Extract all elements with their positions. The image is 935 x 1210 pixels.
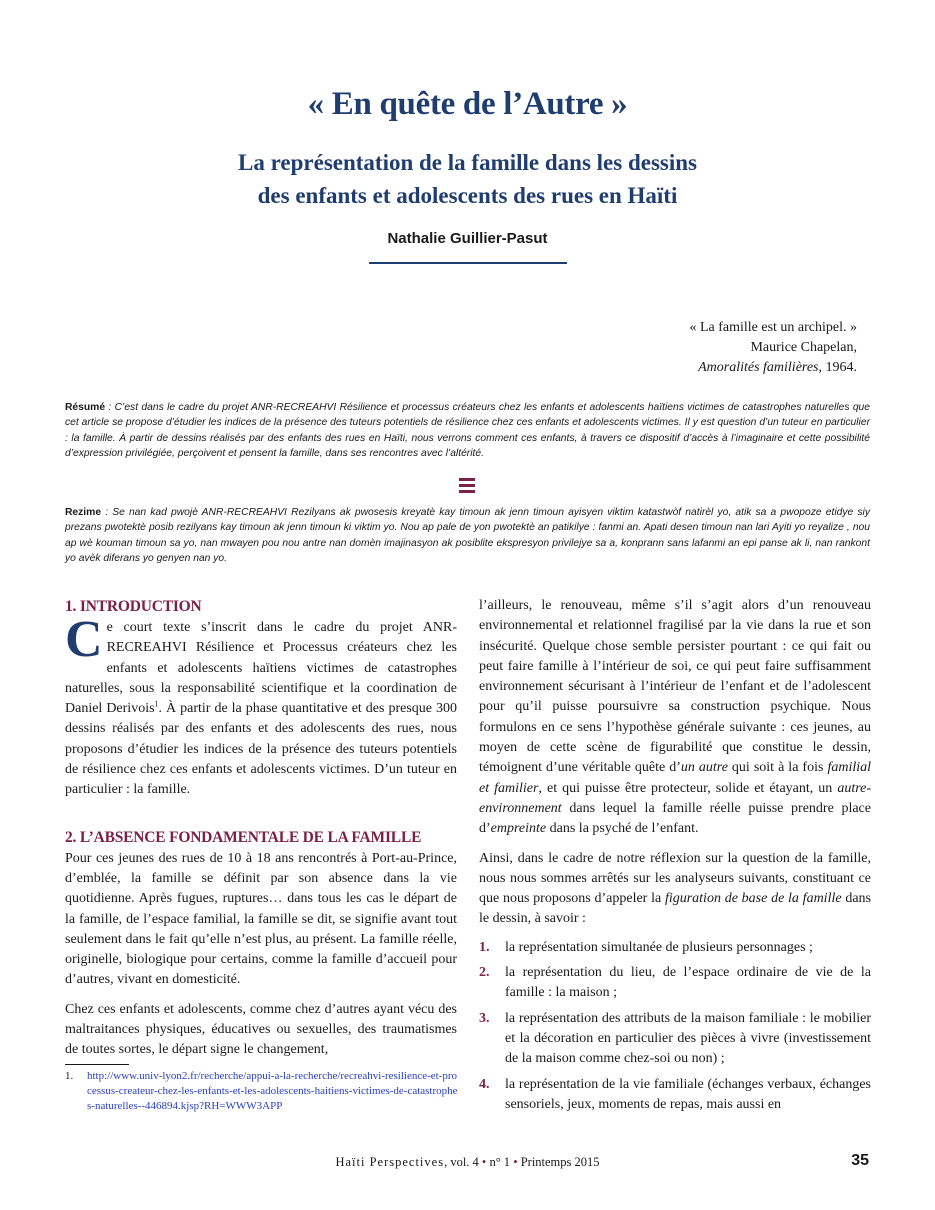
epigraph (689, 318, 857, 378)
right-p1-italic-1: un autre (680, 760, 728, 776)
subtitle-line-2: des enfants et adolescents des rues en Haïti (257, 183, 678, 208)
epigraph-author: Maurice Chapelan, (750, 340, 857, 355)
list-item-text: la représentation du lieu, de l’espace ordinaire de vie de la famille : la maison ; (505, 965, 871, 1001)
section-2-heading: 2. L’ABSENCE FONDAMENTALE DE LA FAMILLE (65, 828, 422, 846)
footnote-link[interactable]: http://www.univ-lyon2.fr/recherche/appui-a-la-recherche/recreahvi-resilience-et-processus-createur-chez-les-enfants-et-les-adolescents-haitiens-victimes-de-catastrophes-naturelles--446894.kjsp?RH=WWW3APP (87, 1070, 458, 1112)
right-p2-a: Ainsi, dans le cadre de notre réflexion sur la question de la famille, nous nous sommes arrêtés sur les analyseurs suivants, constituant ce que nous proposons d’appeler la (479, 850, 871, 907)
list-item-number: 1. (479, 939, 490, 955)
right-p1-e: dans la psyché de l’enfant. (546, 821, 699, 837)
section-1-paragraph (65, 611, 458, 801)
section-1-text-a: e court texte s’inscrit dans le cadre du projet ANR-RECREAHVI Résilience et Processus créateurs chez les enfants et adolescents haïtiens victimes de catastrophes naturelles, sous la responsabilité scientifique et la coordination de Daniel Derivois (65, 620, 457, 717)
abstract-creole (65, 505, 870, 567)
abstract-creole-label: Rezime (65, 507, 102, 518)
section-separator-icon (459, 478, 475, 493)
epigraph-source (689, 358, 857, 378)
right-paragraph-1 (479, 596, 871, 840)
right-p1-b: qui soit à la fois (727, 760, 828, 776)
footnote-ref[interactable]: 1 (154, 699, 159, 709)
right-p2-italic: figuration de base de la famille (664, 891, 842, 907)
right-p1-italic-4: empreinte (490, 821, 547, 837)
section-2-paragraph-1: Pour ces jeunes des rues de 10 à 18 ans rencontrés à Port-au-Prince, d’emblée, la famille se définit par son absence dans la vie quotidienne. Après fugues, ruptures… dans tous les cas le départ de la famille, de l’espace familial, la famille se dit, se signifie avant tout seulement dans le fait qu’elle n’est plus, au présent. La famille réelle, originelle, biologique pour certains, comme la famille d’accueil pour d’autres, vivant en domesticité. (65, 850, 457, 988)
list-item-number: 3. (479, 1010, 490, 1026)
list-item-text: la représentation simultanée de plusieurs personnages ; (505, 939, 813, 955)
right-p1-c: , et qui puisse être protecteur, solide et étayant, un (538, 780, 838, 796)
epigraph-work: Amoralités familières (698, 360, 819, 375)
footer-bullet: • (481, 1155, 487, 1169)
left-column (65, 596, 457, 1061)
author-divider (369, 262, 567, 264)
journal-name: Haïti Perspectives (335, 1155, 445, 1169)
section-2-paragraph-2: Chez ces enfants et adolescents, comme chez d’autres ayant vécu des maltraitances physiques, éducatives ou sexuelles, des traumatismes de toutes sortes, le départ signe le changement, (65, 1001, 457, 1058)
epigraph-quote: « La famille est un archipel. » (689, 320, 857, 335)
journal-issue: n° 1 (486, 1155, 514, 1169)
right-column (479, 596, 871, 1120)
page-footer (0, 1155, 935, 1170)
list-item (479, 963, 871, 1004)
article-subtitle (0, 146, 935, 212)
abstract-french-label: Résumé (65, 402, 106, 413)
list-item (479, 938, 871, 958)
list-item-text: la représentation de la vie familiale (échanges verbaux, échanges sensoriels, jeux, moments de repas, mais aussi en (505, 1076, 871, 1112)
right-p2-b: dans le dessin, à savoir : (479, 891, 871, 927)
right-p1-italic-3: autre-environnement (479, 780, 872, 816)
right-p1-italic-2: familial et familier (479, 760, 871, 796)
author-name: Nathalie Guillier-Pasut (387, 230, 548, 247)
footer-bullet: • (513, 1155, 518, 1169)
right-p1-a: l’ailleurs, le renouveau, même s’il s’agit alors d’un renouveau environnemental et relationnel fragilisé par la vie dans la rue et son insécurité. Quelque chose semble persister pourtant : ce qui fait ou peut faire famille à l’intérieur de soi, ce qui peut faire suffisamment environnement sécurisant à l’intérieur de l’enfant et de l’adolescent pour qu’il puisse poursuivre sa construction psychique. Nous formulons en ce sens l’hypothèse générale suivante : ces jeunes, au moyen de cette scène de figurabilité que constitue le dessin, témoignent d’une véritable quête d’ (479, 598, 871, 776)
drop-cap: C (65, 611, 103, 668)
journal-season: Printemps 2015 (517, 1155, 600, 1169)
right-p1-d: dans lequel la famille réelle puisse prendre place d’ (479, 800, 871, 837)
abstract-french (65, 400, 870, 462)
list-item-number: 4. (479, 1076, 490, 1092)
section-1-text-b: . À partir de la phase quantitative et des presque 300 dessins réalisés par des enfants et des adolescents des rues, nous proposons d’étudier les indices de la présence des tuteurs potentiels de résilience chez ces enfants et adolescents victimes. D’un tuteur en particulier : la famille. (65, 701, 458, 798)
journal-volume: , vol. 4 (444, 1155, 482, 1169)
footnote (65, 1069, 460, 1114)
epigraph-year: , 1964. (818, 360, 857, 375)
subtitle-line-1: La représentation de la famille dans les dessins (238, 150, 697, 175)
list-item (479, 1075, 871, 1116)
article-title: « En quête de l’Autre » (307, 86, 628, 122)
footnote-number: 1. (65, 1070, 74, 1082)
analyser-list (479, 938, 871, 1115)
abstract-french-text: : C’est dans le cadre du projet ANR-RECREAHVI Résilience et processus créateurs chez les enfants et adolescents haïtiens victimes de catastrophes naturelles que cet article se propose d’étudier les indices de la présence des tuteurs potentiels de résilience chez ces enfants et adolescents victimes. Il y est question d’un tuteur en particulier : la famille. À partir de dessins réalisés par des enfants des rues en Haïti, nous verrons comment ces enfants, à travers ce dispositif d’accès à l’imaginaire et cette possibilité d’expression privilégiée, perçoivent et pensent la famille, dans ses rencontres avec l’altérité. (65, 402, 870, 460)
footnote-divider (65, 1064, 129, 1065)
list-item-number: 2. (479, 965, 490, 981)
right-paragraph-2 (479, 849, 871, 930)
list-item-text: la représentation des attributs de la maison familiale : le mobilier et la décoration en particulier des pièces à vivre (investissement de la maison comme chez-soi ou non) ; (505, 1010, 871, 1067)
list-item (479, 1009, 871, 1070)
abstract-creole-text: : Se nan kad pwojè ANR-RECREAHVI Rezilyans ak pwosesis kreyatè kay timoun ak jenn timoun ayisyen viktim katastwòf natirèl yo, atik sa a pwopoze etidye siy prezans pwotektè posib rezilyans kay timoun ak jenn timoun ki viktim yo. Nou ap pale de yon pwotektè an patikilye : fanmi an. Apati desen timoun nan lari Ayiti yo reyalize , nou ap wè kouman timoun sa yo, nan mwayen pou nou antre nan domèn imajinasyon ak posiblite ekspresyon privilejye sa a, konprann sans lafanmi an epi panse ak li, nan rankont yo avèk diferans yo genyen nan yo. (65, 507, 870, 565)
page-number: 35 (851, 1152, 869, 1169)
section-1-heading: 1. INTRODUCTION (65, 598, 202, 615)
